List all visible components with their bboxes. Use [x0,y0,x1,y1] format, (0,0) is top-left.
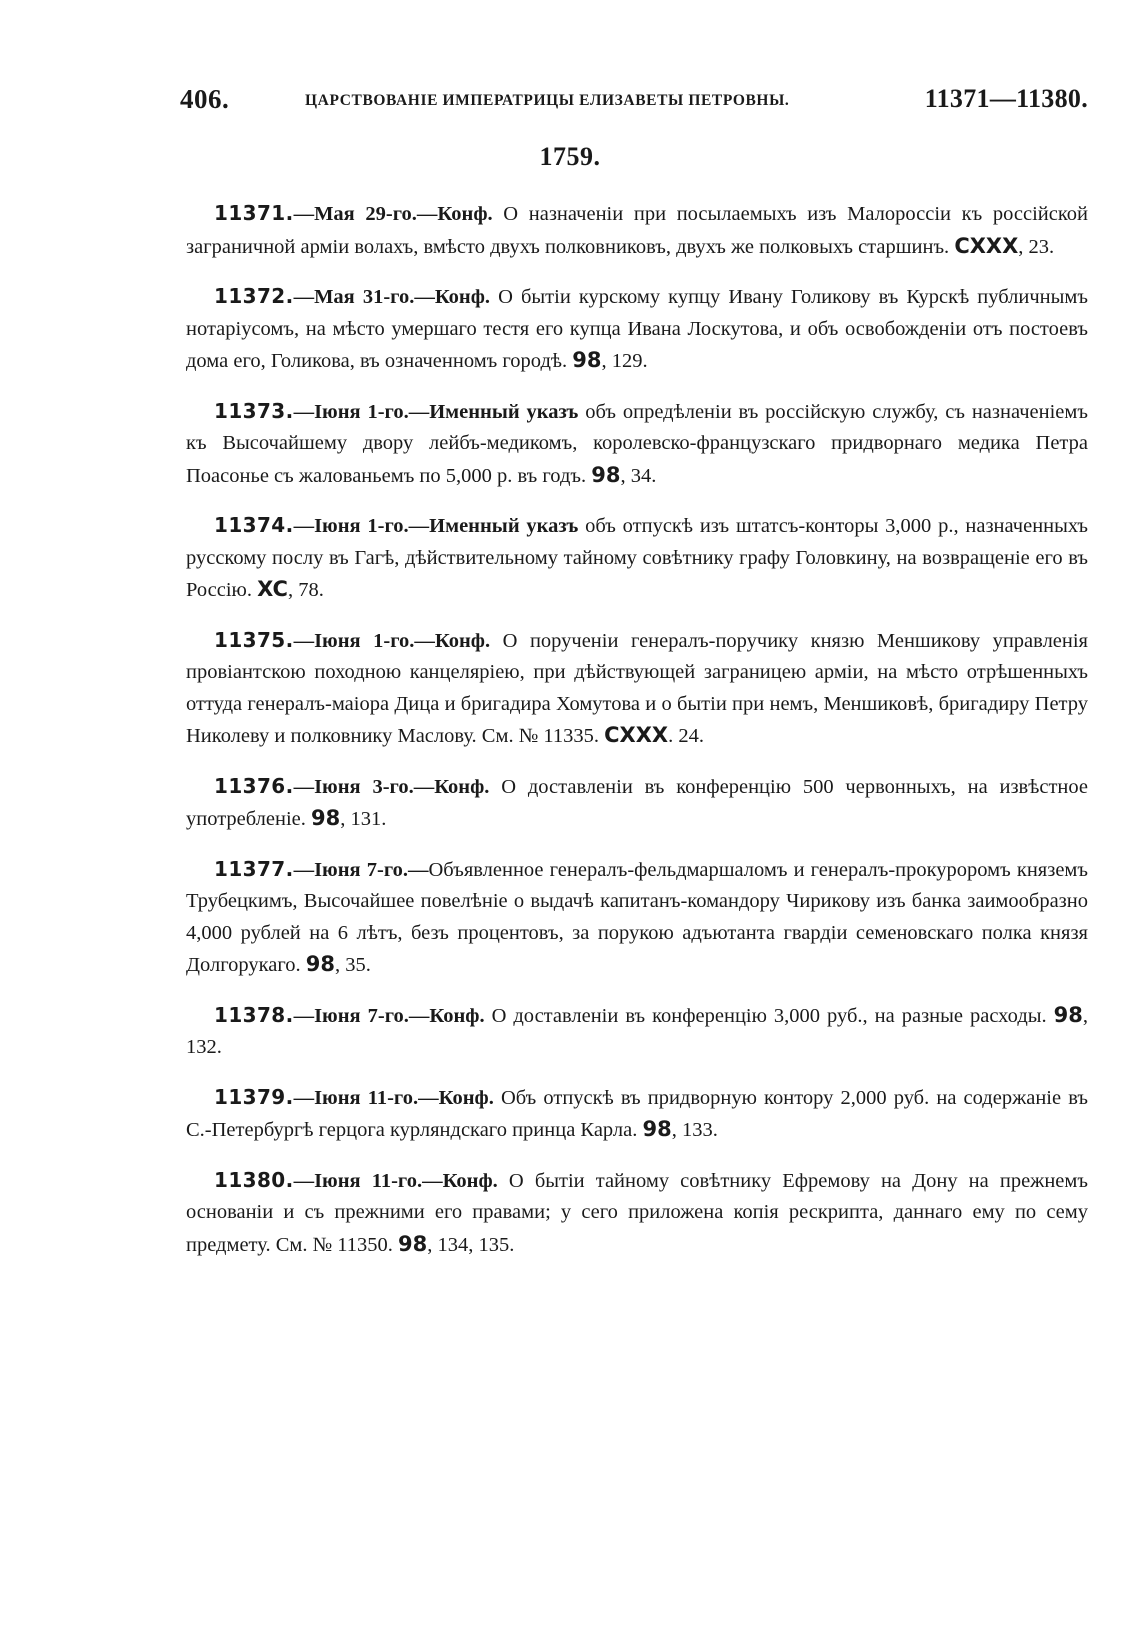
entry [186,854,1088,982]
entry-number: 11372. [214,284,294,308]
entry-text: объ отпускѣ изъ штатсъ-конторы 3,000 р., назначенныхъ русскому послу въ Гагѣ, дѣйствительному тайному совѣтнику графу Головкину, на возвращеніе его въ Россію. [186,515,1088,601]
entry-date: —Іюня 1-го.—Конф. [293,629,491,652]
page-reference: . 24. [668,725,704,747]
entry [186,625,1088,753]
volume-reference: 98 [642,1117,672,1141]
entry-text: О бытіи тайному совѣтнику Ефремову на Дону на прежнемъ основаніи и съ прежними его правами; у сего приложена копія рескрипта, даннаго ему по сему предмету. См. № 11350. [186,1169,1088,1256]
page-number: 406. [180,84,230,114]
entry-number: 11378. [214,1002,294,1027]
entry-number: 11376. [214,773,294,798]
volume-reference: CXXX [604,723,669,747]
entry-text: объ опредѣленіи въ россійскую службу, съ назначеніемъ къ Высочайшему двору лейбъ-медикомъ, королевско-французскаго придворнаго медика Петра Поасонье съ жалованьемъ по 5,000 р. въ годъ. [186,400,1088,487]
entry [186,510,1088,607]
entry-number-range: 11371—11380. [924,84,1088,113]
entry-text: Объявленное генералъ-фельдмаршаломъ и генералъ-прокуроромъ княземъ Трубецкимъ, Высочайшее повелѣніе о выдачѣ капитанъ-командору Чирикову изъ банка заимообразно 4,000 рублей на 6 лѣтъ, безъ процентовъ, за порукою адъютанта гвардіи семеновскаго полка князя Долгорукаго. [186,858,1088,976]
volume-reference: 98 [305,952,335,976]
entry-date: —Іюня 1-го.—Именный указъ [293,515,579,537]
entry [186,1082,1088,1147]
volume-reference: 98 [1053,1002,1083,1027]
entry-date: —Іюня 11-го.—Конф. [293,1086,494,1109]
entry [186,1165,1088,1262]
entry-number: 11373. [214,398,294,423]
volume-reference: 98 [591,462,621,487]
volume-reference: 98 [311,806,341,830]
entry-number: 11371. [214,201,294,225]
volume-reference: CXXX [954,233,1019,258]
entry [186,771,1088,836]
page-reference: , 35. [334,954,371,976]
page-reference: , 23. [1018,235,1055,258]
entry-number: 11380. [214,1167,294,1192]
entry-text: О доставленіи въ конференцію 3,000 руб., на разные расходы. [484,1004,1054,1027]
year-heading: 1759. [539,142,601,171]
page-reference: , 34. [620,464,657,487]
volume-reference: XC [257,577,288,601]
entry-text: О назначеніи при посылаемыхъ изъ Малороссіи къ россійской заграничной арміи волахъ, вмѣсто двухъ полковниковъ, двухъ же полковыхъ старшинъ. [186,203,1088,258]
entry-number: 11374. [214,513,294,537]
entry-date: —Іюня 11-го.—Конф. [293,1169,498,1192]
entry-text: Объ отпускѣ въ придворную контору 2,000 руб. на содержаніе въ С.-Петербургѣ герцога курляндскаго принца Карла. [186,1086,1088,1141]
entry-date: —Іюня 7-го.— [293,858,429,881]
entry-text: О порученіи генералъ-поручику князю Меншикову управленія провіантскою походною канцеляріею, при дѣйствующей заграницею арміи, на мѣсто отрѣшенныхъ оттуда генералъ-маіора Дица и бригадира Хомутова и о бытіи при немъ, Меншиковѣ, бригадиру Петру Николеву и полковнику Маслову. См. № 11335. [186,629,1088,747]
entry [186,1000,1088,1064]
entry-date: —Мая 29-го.—Конф. [293,203,493,225]
entry-date: —Мая 31-го.—Конф. [293,286,491,308]
page-reference: , 129. [601,350,648,372]
entry-date: —Іюня 1-го.—Именный указъ [293,400,579,423]
running-title: ЦАРСТВОВАНІЕ ИМПЕРАТРИЦЫ ЕЛИЗАВЕТЫ ПЕТРОВНЫ. [305,92,790,109]
entry [186,198,1088,263]
running-header [180,84,1088,118]
page-reference: , 78. [287,579,324,601]
entry-number: 11377. [214,856,294,881]
entry [186,396,1088,493]
entry-number: 11375. [214,627,294,652]
page-reference: , 134, 135. [427,1233,515,1256]
volume-reference: 98 [572,348,602,372]
page-reference: , 133. [671,1119,718,1141]
entries-list [186,198,1088,1279]
entry-date: —Іюня 7-го.—Конф. [293,1004,485,1027]
entry-date: —Іюня 3-го.—Конф. [293,775,490,798]
entry-number: 11379. [214,1084,294,1109]
page-reference: , 131. [340,808,387,830]
entry [186,281,1088,378]
entry-text: О доставленіи въ конференцію 500 червонныхъ, на извѣстное употребленіе. [186,775,1088,830]
volume-reference: 98 [398,1231,428,1256]
page-reference: , 132. [186,1004,1088,1058]
entry-text: О бытіи курскому купцу Ивану Голикову въ Курскѣ публичнымъ нотаріусомъ, на мѣсто умершаго тестя его купца Ивана Лоскутова, и объ освобожденіи отъ постоевъ дома его, Голикова, въ означенномъ городѣ. [186,286,1089,372]
